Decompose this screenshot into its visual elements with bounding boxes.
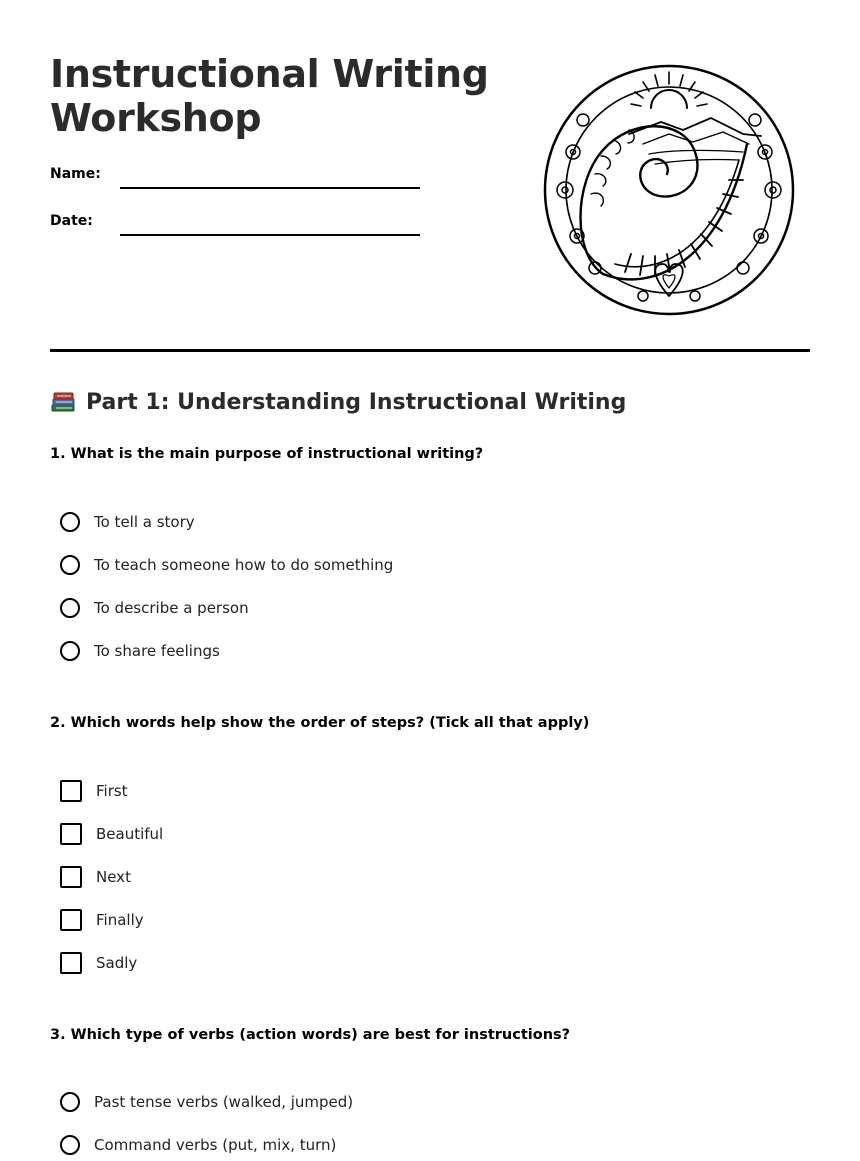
- title-line-2: Workshop: [50, 96, 262, 140]
- part1-heading: [50, 389, 626, 415]
- section-divider: [50, 349, 810, 352]
- option-label: Command verbs (put, mix, turn): [94, 1136, 337, 1154]
- option-label: To teach someone how to do something: [94, 556, 394, 574]
- option-label: To tell a story: [94, 513, 195, 531]
- date-label: Date:: [50, 213, 93, 229]
- q1-option-3[interactable]: [60, 595, 249, 621]
- q2-option-5[interactable]: [60, 950, 137, 976]
- part1-heading-text: Part 1: Understanding Instructional Writing: [86, 389, 627, 415]
- option-label: To share feelings: [94, 642, 220, 660]
- q2-option-4[interactable]: [60, 907, 144, 933]
- q2-option-2[interactable]: [60, 821, 163, 847]
- option-label: Past tense verbs (walked, jumped): [94, 1093, 354, 1111]
- date-field[interactable]: [120, 234, 420, 236]
- option-label: Next: [96, 868, 131, 886]
- books-icon: [50, 389, 76, 415]
- radio-button[interactable]: [60, 641, 80, 661]
- radio-button[interactable]: [60, 512, 80, 532]
- name-label: Name:: [50, 166, 101, 182]
- option-label: Beautiful: [96, 825, 164, 843]
- checkbox[interactable]: [60, 952, 82, 974]
- q1-option-4[interactable]: [60, 638, 220, 664]
- maori-koru-sun-mountains-logo: [543, 64, 795, 316]
- q1-option-2[interactable]: [60, 552, 393, 578]
- page-title: [50, 52, 489, 140]
- q1-option-1[interactable]: [60, 509, 195, 535]
- question-3: 3. Which type of verbs (action words) are best for instructions?: [50, 1027, 571, 1043]
- radio-button[interactable]: [60, 1092, 80, 1112]
- checkbox[interactable]: [60, 866, 82, 888]
- radio-button[interactable]: [60, 598, 80, 618]
- radio-button[interactable]: [60, 555, 80, 575]
- question-1: 1. What is the main purpose of instructional writing?: [50, 446, 484, 462]
- option-label: Sadly: [96, 954, 138, 972]
- q2-option-1[interactable]: [60, 778, 128, 804]
- title-line-1: Instructional Writing: [50, 52, 489, 96]
- q3-option-2[interactable]: [60, 1132, 336, 1158]
- checkbox[interactable]: [60, 780, 82, 802]
- radio-button[interactable]: [60, 1135, 80, 1155]
- checkbox[interactable]: [60, 909, 82, 931]
- checkbox[interactable]: [60, 823, 82, 845]
- q2-option-3[interactable]: [60, 864, 131, 890]
- name-field[interactable]: [120, 187, 420, 189]
- option-label: First: [96, 782, 128, 800]
- question-2: 2. Which words help show the order of steps? (Tick all that apply): [50, 715, 590, 731]
- option-label: Finally: [96, 911, 144, 929]
- option-label: To describe a person: [94, 599, 249, 617]
- q3-option-1[interactable]: [60, 1089, 353, 1115]
